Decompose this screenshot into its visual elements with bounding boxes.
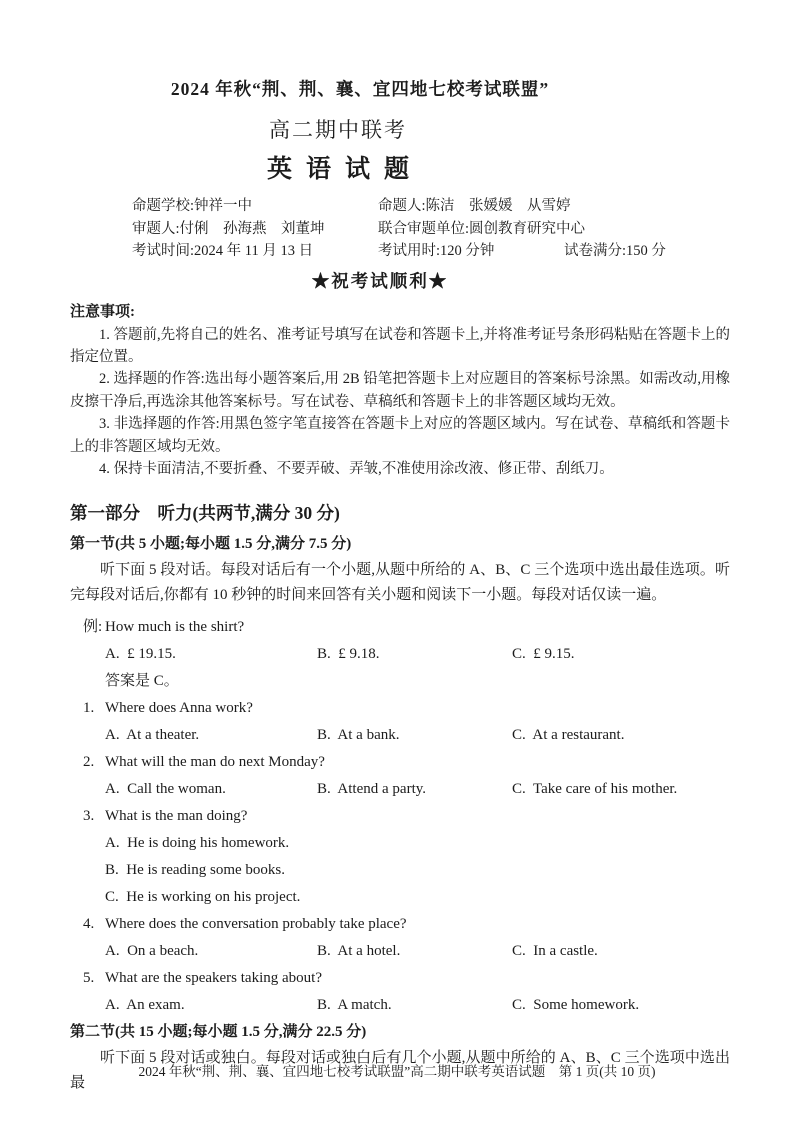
question-text: Where does the conversation probably take place?	[105, 916, 407, 933]
question-options	[105, 938, 730, 965]
example-answer-note: 答案是 C。	[105, 673, 179, 690]
option-b: B. A match.	[317, 997, 392, 1014]
question-text: What will the man do next Monday?	[105, 754, 325, 771]
question-line	[83, 695, 730, 722]
question-line	[83, 803, 730, 830]
option-a: A. An exam.	[105, 997, 185, 1014]
question-line	[83, 911, 730, 938]
question-1	[70, 695, 730, 749]
question-options	[70, 830, 730, 911]
example-question-text: How much is the shirt?	[105, 619, 245, 636]
option-b: B. He is reading some books.	[105, 862, 285, 879]
exam-session-title: 高二期中联考	[269, 118, 407, 142]
section1-heading: 第一节(共 5 小题;每小题 1.5 分,满分 7.5 分)	[70, 536, 352, 553]
meta-setters: 命题人:陈洁 张媛媛 从雪婷	[378, 198, 571, 214]
notice-section	[70, 300, 730, 481]
question-3	[70, 803, 730, 911]
example-option-a: A. £ 19.15.	[105, 646, 176, 663]
question-options	[105, 776, 730, 803]
listening-questions	[70, 614, 730, 1019]
notice-item-2: 2. 选择题的作答:选出每小题答案后,用 2B 铅笔把答题卡上对应题目的答案标号涂黑。如需改动,用橡皮擦干净后,再选涂其他答案标号。写在试卷、草稿纸和答题卡上的非答题区域均无效。	[70, 371, 730, 410]
meta-review-org: 联合审题单位:圆创教育研究中心	[378, 220, 586, 237]
example-options	[105, 641, 730, 668]
meta-school: 命题学校:钟祥一中	[132, 198, 253, 214]
option-c: C. He is working on his project.	[105, 889, 301, 906]
question-text: Where does Anna work?	[105, 700, 253, 717]
option-a: A. On a beach.	[105, 943, 199, 960]
notice-item-4: 4. 保持卡面清洁,不要折叠、不要弄破、弄皱,不准使用涂改液、修正带、刮纸刀。	[99, 460, 614, 477]
notice-item-3: 3. 非选择题的作答:用黑色签字笔直接答在答题卡上对应的答题区域内。写在试卷、草稿纸和答题卡上的非答题区域均无效。	[70, 416, 730, 455]
subject-title: 英语试题	[266, 156, 423, 183]
question-number: 5.	[83, 970, 95, 987]
question-number: 3.	[83, 808, 95, 825]
option-b: B. Attend a party.	[317, 781, 427, 798]
meta-duration-score	[378, 240, 730, 263]
option-b: B. At a hotel.	[317, 943, 401, 960]
question-options	[105, 722, 730, 749]
question-line	[83, 965, 730, 992]
question-text: What are the speakers taking about?	[105, 970, 322, 987]
option-a: A. At a theater.	[105, 727, 200, 744]
meta-reviewers: 审题人:付俐 孙海燕 刘董坤	[132, 220, 325, 237]
option-b: B. At a bank.	[317, 727, 400, 744]
question-number: 2.	[83, 754, 95, 771]
option-c: C. Take care of his mother.	[512, 781, 678, 798]
meta-row-1	[132, 195, 730, 218]
option-c: C. In a castle.	[512, 943, 598, 960]
option-a: A. He is doing his homework.	[105, 835, 290, 852]
example-question-line	[83, 614, 730, 641]
section1-instructions: 听下面 5 段对话。每段对话后有一个小题,从题中所给的 A、B、C 三个选项中选出最佳选项。听完每段对话后,你都有 10 秒钟的时间来回答有关小题和阅读下一小题。每段对话仅读一遍。	[70, 562, 730, 603]
exam-header	[70, 76, 730, 185]
option-c: C. At a restaurant.	[512, 727, 625, 744]
question-line	[83, 749, 730, 776]
part1-heading: 第一部分 听力(共两节,满分 30 分)	[70, 503, 340, 524]
question-text: What is the man doing?	[105, 808, 248, 825]
example-option-c: C. £ 9.15.	[512, 646, 575, 663]
example-label: 例:	[83, 619, 103, 636]
option-a: A. Call the woman.	[105, 781, 226, 798]
notice-label: 注意事项:	[70, 303, 135, 320]
example-block	[70, 614, 730, 695]
question-number: 4.	[83, 916, 95, 933]
question-2	[70, 749, 730, 803]
option-c: C. Some homework.	[512, 997, 640, 1014]
blessing-line: ★祝考试顺利★	[311, 270, 449, 291]
page-footer: 2024 年秋“荆、荆、襄、宜四地七校考试联盟”高二期中联考英语试题 第 1 页(共 10 页)	[138, 1064, 656, 1079]
question-number: 1.	[83, 700, 95, 717]
question-4	[70, 911, 730, 965]
example-option-b: B. £ 9.18.	[317, 646, 380, 663]
section2-heading: 第二节(共 15 小题;每小题 1.5 分,满分 22.5 分)	[70, 1024, 367, 1041]
meta-exam-date: 考试时间:2024 年 11 月 13 日	[132, 243, 314, 259]
notice-item-1: 1. 答题前,先将自己的姓名、准考证号填写在试卷和答题卡上,并将准考证号条形码粘贴在答题卡上的指定位置。	[70, 326, 730, 365]
section2-instructions: 听下面 5 段对话或独白。每段对话或独白后有几个小题,从题中所给的 A、B、C 三个选项中选出最	[70, 1050, 730, 1091]
meta-full-score: 试卷满分:150 分	[564, 243, 666, 259]
meta-duration: 考试用时:120 分钟	[378, 243, 495, 259]
league-title: 2024 年秋“荆、荆、襄、宜四地七校考试联盟”	[170, 79, 550, 99]
meta-row-2	[132, 218, 730, 241]
question-options	[105, 992, 730, 1019]
question-5	[70, 965, 730, 1019]
meta-row-3	[132, 240, 730, 263]
exam-meta-block	[132, 195, 730, 263]
